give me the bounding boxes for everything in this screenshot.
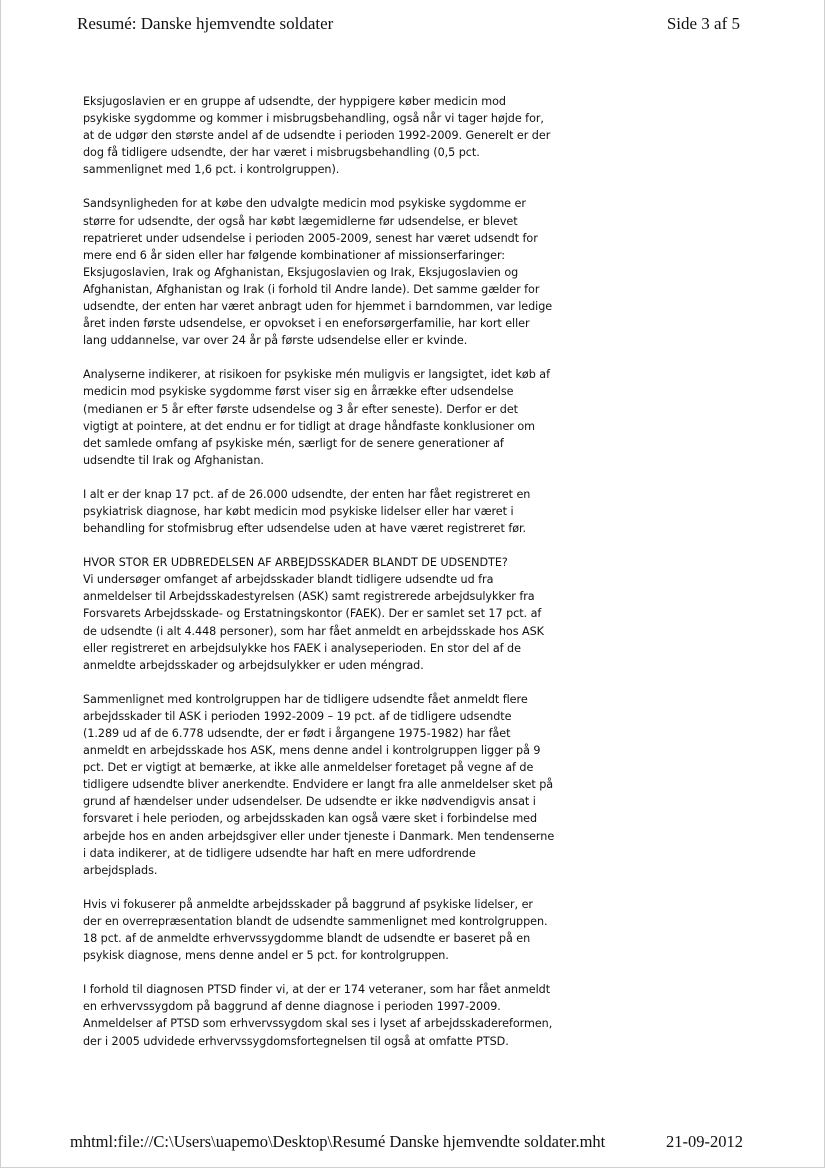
paragraph-2 xyxy=(83,195,580,349)
text-line: det samlede omfang af psykiske mén, særligt for de senere generationer af xyxy=(83,436,504,450)
text-line: I forhold til diagnosen PTSD finder vi, at der er 174 veteraner, som har fået anmeldt xyxy=(83,983,551,997)
section-heading: HVOR STOR ER UDBREDELSEN AF ARBEJDSSKADER BLANDT DE UDSENDTE? xyxy=(83,556,508,570)
text-line: 18 pct. af de anmeldte erhvervssygdomme blandt de udsendte er baseret på en xyxy=(83,932,531,946)
text-line: sammenlignet med 1,6 pct. i kontrolgruppen). xyxy=(83,163,340,177)
paragraph-1 xyxy=(83,93,580,178)
text-line: arbejdsplads. xyxy=(83,863,158,877)
text-line: psykiatrisk diagnose, har købt medicin mod psykiske lidelser eller har været i xyxy=(83,504,514,518)
paragraph-3 xyxy=(83,366,580,469)
text-line: dog få tidligere udsendte, der har været i misbrugsbehandling (0,5 pct. xyxy=(83,146,480,160)
left-page-edge xyxy=(0,0,1,1168)
text-line: større for udsendte, der også har købt lægemidlerne før udsendelse, er blevet xyxy=(83,214,518,228)
text-line: medicin mod psykiske sygdomme først viser sig en årrække efter udsendelse xyxy=(83,385,514,399)
text-line: Afghanistan, Afghanistan og Irak (i forhold til Andre lande). Det samme gælder for xyxy=(83,282,540,296)
text-line: tidligere udsendte bliver anerkendte. Endvidere er langt fra alle anmeldelser sket på xyxy=(83,778,554,792)
text-line: vigtigt at pointere, at det endnu er for tidligt at drage håndfaste konklusioner om xyxy=(83,419,535,433)
text-line: forsvaret i hele perioden, og arbejdsskaden kan også være sket i forbindelse med xyxy=(83,812,538,826)
text-line: pct. Det er vigtigt at bemærke, at ikke alle anmeldelser foretaget på vegne af de xyxy=(83,761,534,775)
text-line: der i 2005 udvidede erhvervssygdomsfortegnelsen til også at omfatte PTSD. xyxy=(83,1034,509,1048)
paragraph-6 xyxy=(83,691,580,879)
text-line: en erhvervssygdom på baggrund af denne diagnose i perioden 1997-2009. xyxy=(83,1000,501,1014)
text-line: (medianen er 5 år efter første udsendelse og 3 år efter seneste). Derfor er det xyxy=(83,402,518,416)
page-number: Side 3 af 5 xyxy=(666,14,740,33)
text-line: Sammenlignet med kontrolgruppen har de tidligere udsendte fået anmeldt flere xyxy=(83,692,528,706)
text-line: Analyserne indikerer, at risikoen for psykiske mén muligvis er langsigtet, idet køb af xyxy=(83,368,550,382)
document-title: Resumé: Danske hjemvendte soldater xyxy=(77,14,334,33)
text-line: Forsvarets Arbejdsskade- og Erstatningskontor (FAEK). Der er samlet set 17 pct. af xyxy=(83,607,542,621)
text-line: eller registreret en arbejdsulykke hos FAEK i analyseperioden. En stor del af de xyxy=(83,641,521,655)
paragraph-8 xyxy=(83,981,580,1049)
text-line: grund af hændelser under udsendelser. De udsendte er ikke nødvendigvis ansat i xyxy=(83,795,536,809)
text-line: behandling for stofmisbrug efter udsendelse uden at have været registreret før. xyxy=(83,522,527,536)
paragraph-5-work-injury-section xyxy=(83,554,580,674)
text-line: udsendte til Irak og Afghanistan. xyxy=(83,453,264,467)
text-line: udsendte, der enten har været anbragt uden for hjemmet i barndommen, var ledige xyxy=(83,300,553,314)
text-line: (1.289 ud af de 6.778 udsendte, der er født i årgangene 1975-1982) har fået xyxy=(83,727,511,740)
text-line: repatrieret under udsendelse i perioden 2005-2009, senest har været udsendt for xyxy=(83,231,538,245)
text-line: Vi undersøger omfanget af arbejdsskader blandt tidligere udsendte ud fra xyxy=(83,573,494,587)
text-line: at de udgør den største andel af de udsendte i perioden 1992-2009. Generelt er der xyxy=(83,129,551,143)
text-line: anmeldt en arbejdsskade hos ASK, mens denne andel i kontrolgruppen ligger på 9 xyxy=(83,744,541,758)
text-line: psykisk diagnose, mens denne andel er 5 pct. for kontrolgruppen. xyxy=(83,949,449,963)
text-line: der en overrepræsentation blandt de udsendte sammenlignet med kontrolgruppen. xyxy=(83,914,548,928)
text-line: de udsendte (i alt 4.448 personer), som har fået anmeldt en arbejdsskade hos ASK xyxy=(83,624,544,638)
text-line: arbejde hos en anden arbejdsgiver eller under tjeneste i Danmark. Men tendenserne xyxy=(83,829,555,843)
text-line: arbejdsskader til ASK i perioden 1992-2009 – 19 pct. af de tidligere udsendte xyxy=(83,709,512,723)
file-path: mhtml:file://C:\Users\uapemo\Desktop\Resumé Danske hjemvendte soldater.mht xyxy=(70,1132,606,1151)
paragraph-4 xyxy=(83,486,580,537)
text-line: Sandsynligheden for at købe den udvalgte medicin mod psykiske sygdomme er xyxy=(83,197,526,211)
text-line: Eksjugoslavien er en gruppe af udsendte, der hyppigere køber medicin mod xyxy=(83,95,506,108)
print-date: 21-09-2012 xyxy=(666,1132,743,1151)
text-line: mere end 6 år siden eller har følgende kombinationer af missionserfaringer: xyxy=(83,248,506,262)
text-line: året inden første udsendelse, er opvokset i en eneforsørgerfamilie, har kort eller xyxy=(83,317,530,331)
text-line: anmeldelser til Arbejdsskadestyrelsen (ASK) samt registrerede arbejdsulykker fra xyxy=(83,590,535,604)
paragraph-7 xyxy=(83,896,580,964)
text-line: anmeldte arbejdsskader og arbejdsulykker er uden méngrad. xyxy=(83,658,424,672)
text-line: Eksjugoslavien, Irak og Afghanistan, Eksjugoslavien og Irak, Eksjugoslavien og xyxy=(83,265,519,279)
text-line: I alt er der knap 17 pct. af de 26.000 udsendte, der enten har fået registreret en xyxy=(83,487,531,501)
text-line: lang uddannelse, var over 24 år på første udsendelse eller er kvinde. xyxy=(83,334,468,348)
text-line: Anmeldelser af PTSD som erhvervssygdom skal ses i lyset af arbejdsskadereformen, xyxy=(83,1017,553,1031)
text-line: i data indikerer, at de tidligere udsendte har haft en mere udfordrende xyxy=(83,846,476,860)
document-body xyxy=(83,93,580,1050)
text-line: Hvis vi fokuserer på anmeldte arbejdsskader på baggrund af psykiske lidelser, er xyxy=(83,897,533,911)
text-line: psykiske sygdomme og kommer i misbrugsbehandling, også når vi tager højde for, xyxy=(83,112,544,126)
